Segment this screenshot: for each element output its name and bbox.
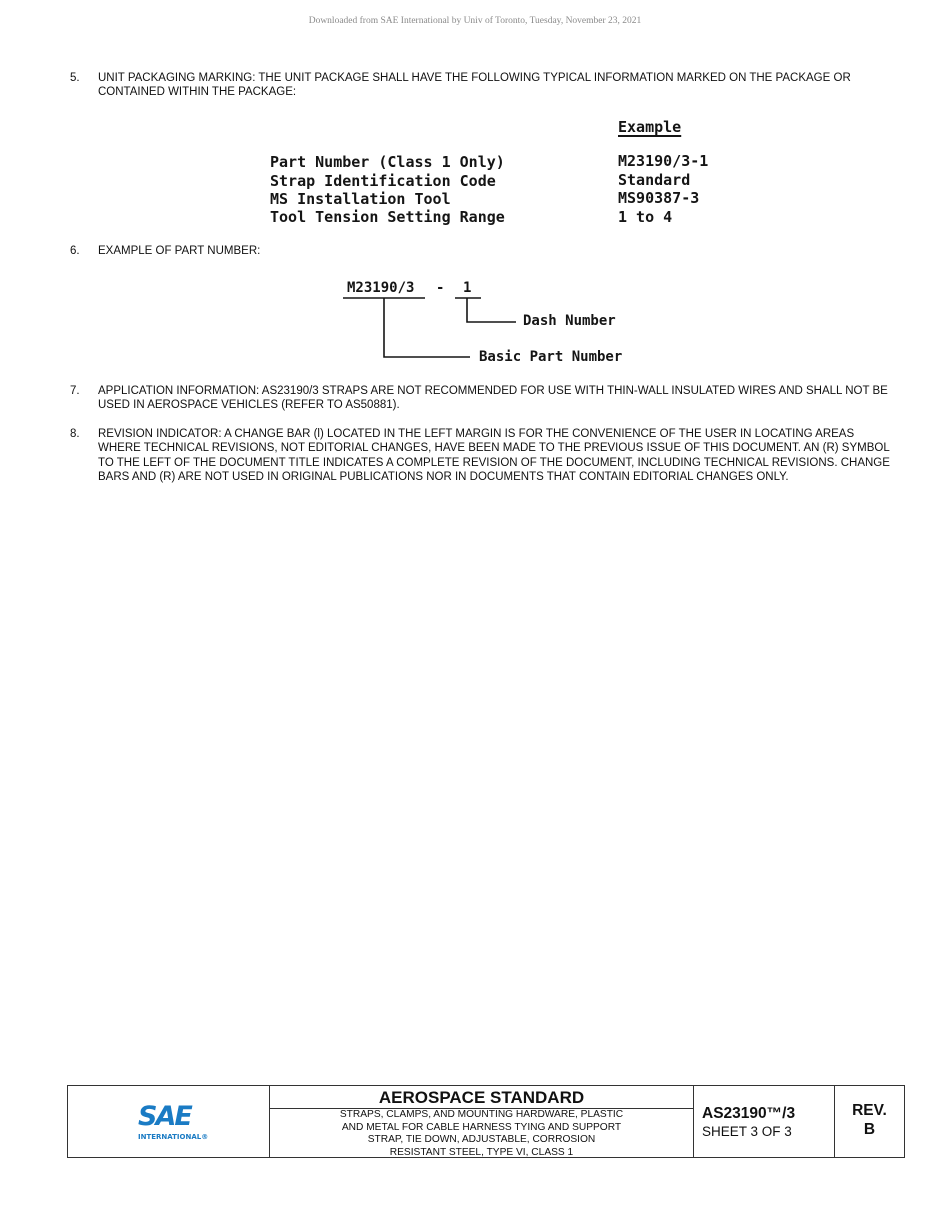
marking-value: M23190/3-1 (618, 152, 709, 170)
standard-heading: AEROSPACE STANDARD (270, 1086, 693, 1109)
section-number: 6. (70, 245, 80, 257)
basic-part-number-label: Basic Part Number (479, 349, 623, 365)
marking-label: Part Number (Class 1 Only) (270, 153, 505, 171)
title-cell (270, 1086, 694, 1157)
section-number: 8. (70, 428, 80, 440)
dash-number: 1 (463, 280, 472, 296)
marking-label: Strap Identification Code (270, 172, 496, 190)
section-text: UNIT PACKAGING MARKING: THE UNIT PACKAGE SHALL HAVE THE FOLLOWING TYPICAL INFORMATION MARKED ON THE PACKAGE OR CONTAINED WITHIN THE PACKAGE: (98, 72, 851, 99)
section-number: 7. (70, 385, 80, 397)
sae-logo-subtext: INTERNATIONAL® (138, 1133, 209, 1141)
separator-dash: - (436, 280, 445, 296)
section-text: APPLICATION INFORMATION: AS23190/3 STRAPS ARE NOT RECOMMENDED FOR USE WITH THIN-WALL INSULATED WIRES AND SHALL NOT BE USED IN AEROSPACE VEHICLES (REFER TO AS50881). (98, 385, 888, 412)
download-watermark: Downloaded from SAE International by Univ of Toronto, Tuesday, November 23, 2021 (308, 16, 642, 26)
revision-value: B (863, 1121, 876, 1138)
marking-label: Tool Tension Setting Range (270, 208, 505, 226)
section-text: REVISION INDICATOR: A CHANGE BAR (l) LOCATED IN THE LEFT MARGIN IS FOR THE CONVENIENCE OF THE USER IN LOCATING AREAS WHERE TECHNICAL REVISIONS, NOT EDITORIAL CHANGES, HAVE BEEN MADE TO THE PREVIOUS ISSUE OF THIS DOCUMENT. AN (R) SYMBOL TO THE LEFT OF THE DOCUMENT TITLE INDICATES A COMPLETE REVISION OF THE DOCUMENT, INCLUDING TECHNICAL REVISIONS. CHANGE BARS AND (R) ARE NOT USED IN ORIGINAL PUBLICATIONS NOR IN DOCUMENTS THAT CONTAIN EDITORIAL CHANGES ONLY. (98, 428, 890, 483)
marking-value: Standard (618, 171, 691, 189)
marking-value: MS90387-3 (618, 189, 700, 207)
marking-value: 1 to 4 (618, 208, 673, 226)
section-text: EXAMPLE OF PART NUMBER: (98, 245, 261, 257)
revision-label: REV. (852, 1102, 887, 1119)
title-line: RESISTANT STEEL, TYPE VI, CLASS 1 (389, 1146, 574, 1158)
document-number-cell (694, 1086, 835, 1157)
example-header: Example (618, 118, 682, 136)
title-line: STRAP, TIE DOWN, ADJUSTABLE, CORROSION (367, 1134, 596, 1146)
title-line: STRAPS, CLAMPS, AND MOUNTING HARDWARE, PLASTIC (339, 1109, 624, 1120)
revision-cell (835, 1086, 904, 1157)
basic-part-number: M23190/3 (347, 280, 415, 296)
revision (835, 1101, 904, 1139)
sae-logo: SAE (138, 1101, 191, 1132)
dash-number-label: Dash Number (523, 313, 616, 329)
title-block (67, 1085, 905, 1158)
marking-label: MS Installation Tool (270, 190, 451, 208)
logo-cell (68, 1086, 270, 1157)
document-number: AS23190™/3 (702, 1105, 796, 1122)
document-title (270, 1109, 693, 1159)
section-number: 5. (70, 72, 80, 84)
title-line: AND METAL FOR CABLE HARNESS TYING AND SUPPORT (341, 1121, 622, 1133)
sheet-number: SHEET 3 OF 3 (702, 1124, 792, 1139)
leader-lines (0, 0, 950, 400)
